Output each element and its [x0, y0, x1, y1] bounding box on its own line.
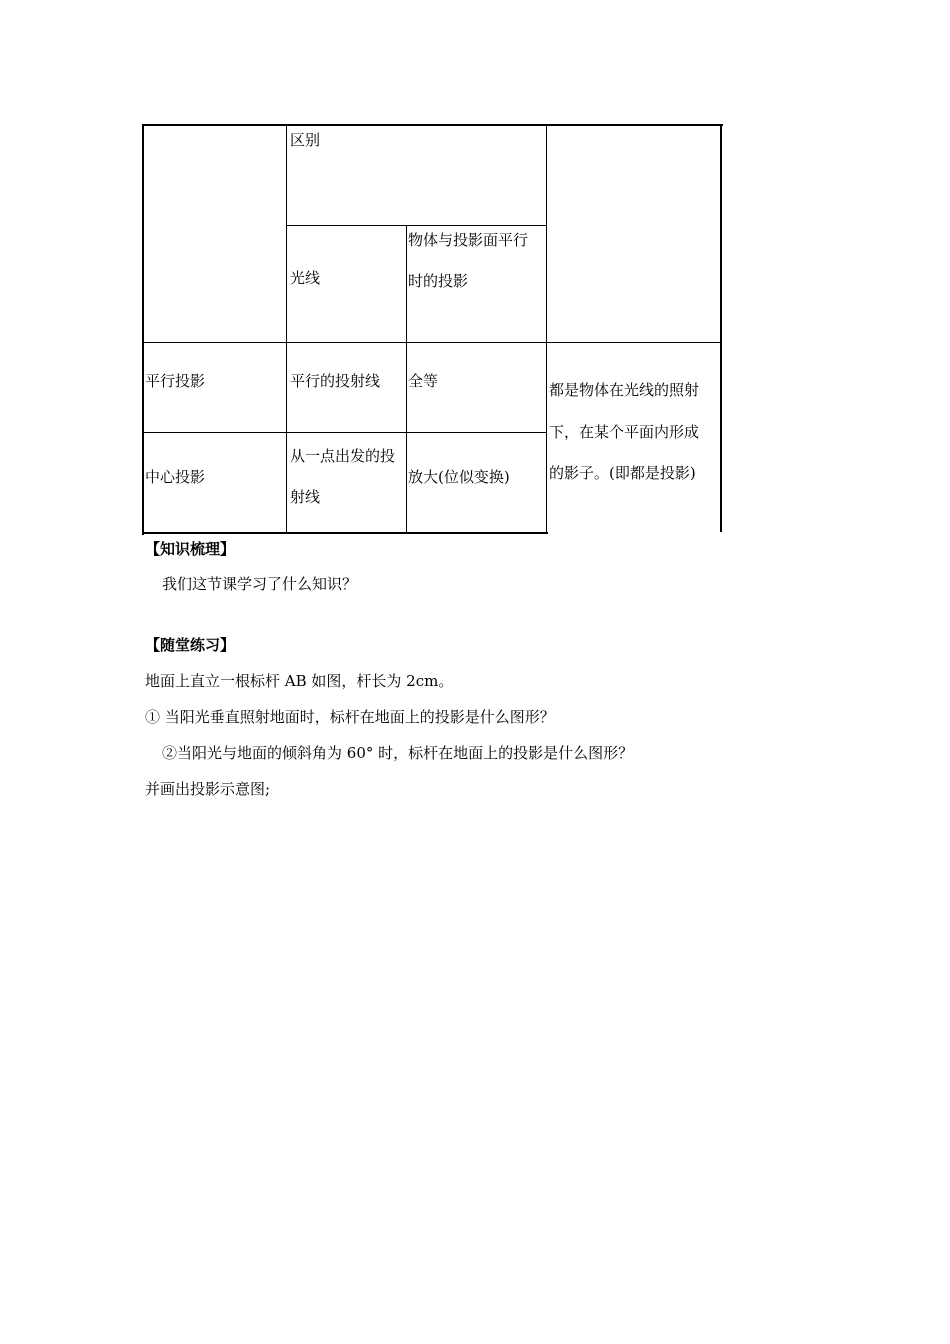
common-line3: 的影子。(即都是投影)	[549, 464, 696, 482]
table-border-bottom	[142, 532, 548, 534]
table-border-left	[142, 124, 144, 535]
table-divider-row2	[142, 432, 547, 433]
row-parallel-projection: 全等	[408, 372, 439, 390]
row-central-projection: 放大(位似变换)	[408, 468, 510, 486]
row-central-light-line2: 射线	[290, 488, 321, 506]
header-parallel-projection-line1: 物体与投影面平行	[408, 231, 529, 249]
row-central-name: 中心投影	[145, 468, 206, 486]
header-distinction: 区别	[290, 131, 321, 149]
table-divider-col1	[286, 124, 287, 534]
practice-question-2: ②当阳光与地面的倾斜角为 60° 时，标杆在地面上的投影是什么图形？	[162, 744, 634, 762]
table-divider-col2	[406, 225, 407, 534]
row-parallel-name: 平行投影	[145, 372, 206, 390]
knowledge-heading: 【知识梳理】	[145, 540, 236, 558]
common-line2: 下，在某个平面内形成	[549, 423, 700, 441]
practice-question-3: 并画出投影示意图;	[145, 780, 271, 798]
practice-heading: 【随堂练习】	[145, 636, 236, 654]
row-parallel-light: 平行的投射线	[290, 372, 381, 390]
row-central-light-line1: 从一点出发的投	[290, 447, 396, 465]
header-light: 光线	[290, 269, 321, 287]
practice-intro: 地面上直立一根标杆 AB 如图，杆长为 2cm。	[145, 672, 454, 690]
common-line1: 都是物体在光线的照射	[549, 381, 700, 399]
practice-question-1: ① 当阳光垂直照射地面时，标杆在地面上的投影是什么图形？	[145, 708, 555, 726]
knowledge-question: 我们这节课学习了什么知识？	[162, 575, 358, 593]
table-divider-row1	[142, 342, 722, 343]
table-border-right	[720, 124, 722, 532]
table-border-top	[142, 124, 723, 126]
header-parallel-projection-line2: 时的投影	[408, 272, 469, 290]
table-divider-col3	[546, 124, 547, 534]
